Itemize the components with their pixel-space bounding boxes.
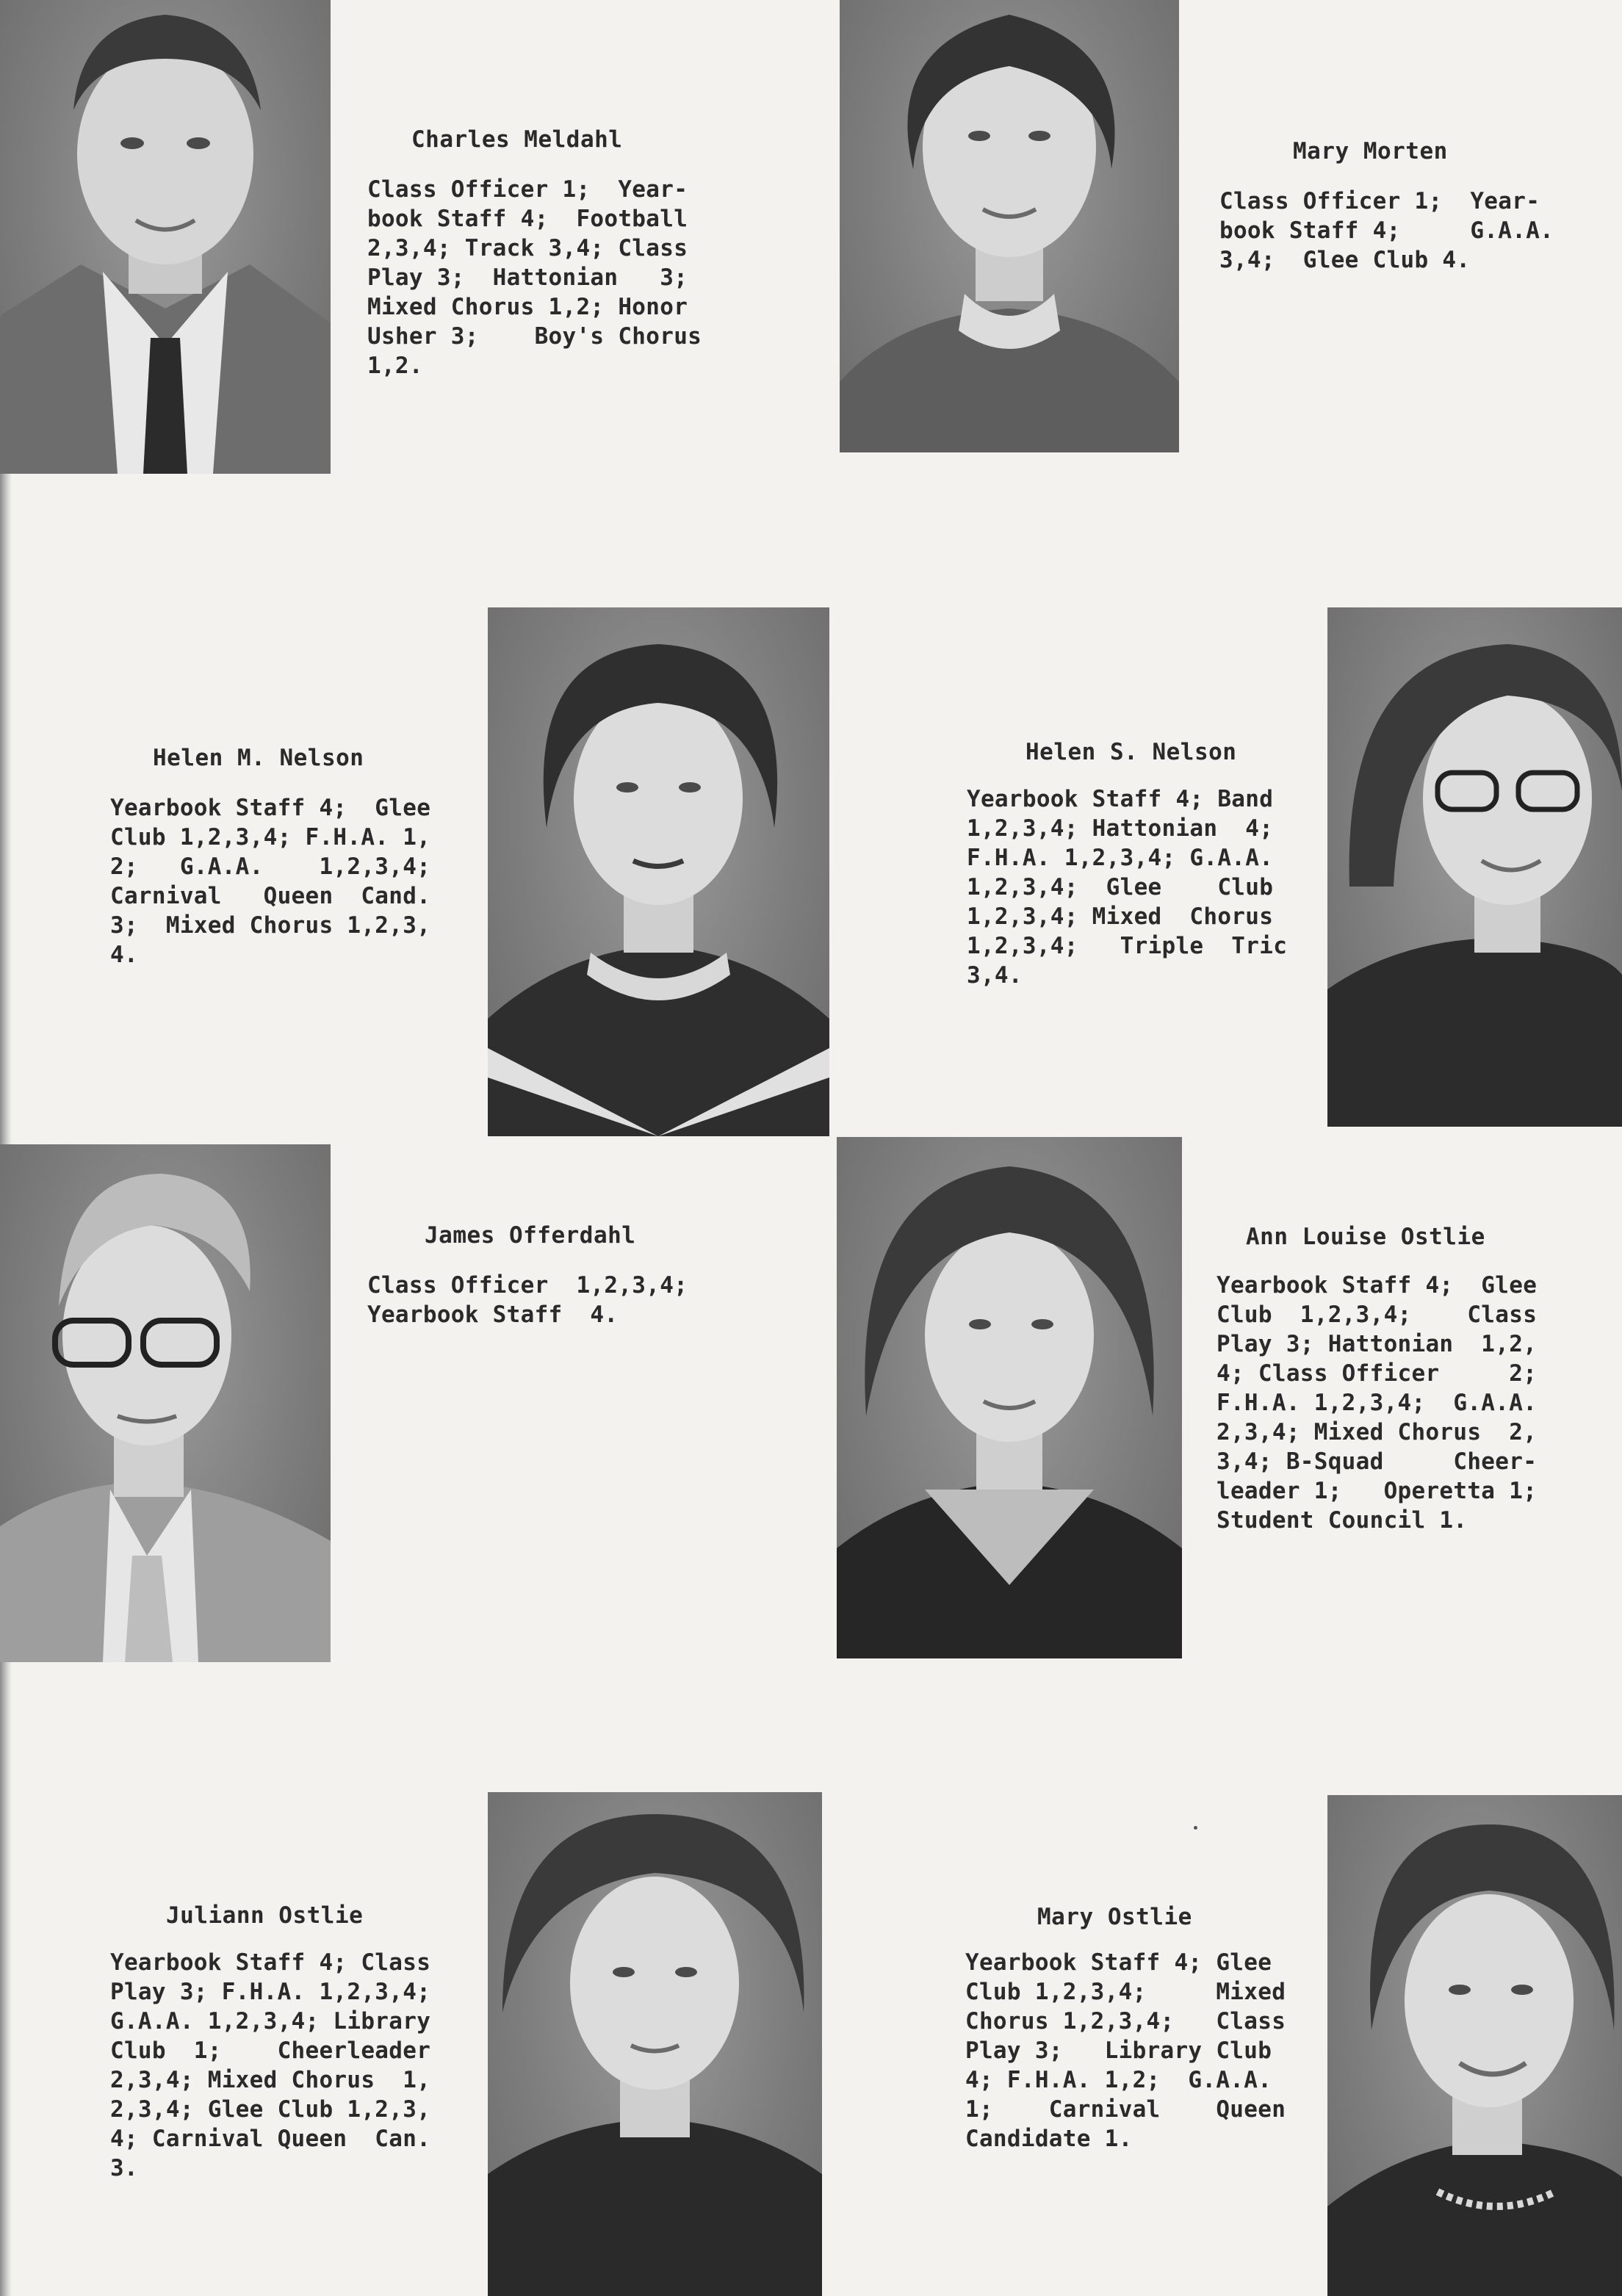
activity-line: Play 3; Library Club (965, 2037, 1272, 2064)
student-name: Mary Morten (1293, 138, 1448, 165)
student-activities (965, 1948, 1286, 2154)
activity-line: 4; Carnival Queen Can. (110, 2126, 431, 2152)
activity-line: book Staff 4; G.A.A. (1219, 217, 1554, 244)
activity-line: 4; Class Officer 2; (1216, 1360, 1538, 1387)
activity-line: Yearbook Staff 4; Class (110, 1949, 431, 1976)
activity-line: 3,4. (967, 962, 1023, 989)
student-name: Helen S. Nelson (1026, 739, 1237, 765)
portrait-charles-meldahl (0, 0, 331, 474)
student-name: James Offerdahl (425, 1222, 636, 1249)
activity-line: 1,2,3,4; Mixed Chorus (967, 903, 1274, 930)
activity-line: Yearbook Staff 4; Glee (110, 795, 431, 821)
activity-line: Yearbook Staff 4; Band (967, 786, 1274, 812)
activity-line: 1,2. (367, 353, 423, 379)
student-activities (110, 793, 430, 970)
student-name: Ann Louise Ostlie (1246, 1224, 1485, 1250)
activity-line: Mixed Chorus 1,2; Honor (367, 294, 688, 320)
student-name: Helen M. Nelson (153, 745, 364, 771)
portrait-juliann-ostlie (488, 1792, 822, 2296)
activity-line: 1,2,3,4; Hattonian 4; (967, 815, 1274, 842)
activity-line: Play 3; F.H.A. 1,2,3,4; (110, 1979, 431, 2005)
activity-line: Yearbook Staff 4; Glee (1216, 1272, 1538, 1299)
student-activities (967, 784, 1287, 990)
activity-line: 3. (110, 2155, 138, 2181)
activity-line: Class Officer 1,2,3,4; (367, 1272, 688, 1299)
activity-line: Play 3; Hattonian 3; (367, 264, 688, 291)
activity-line: 1,2,3,4; Triple Tric (967, 933, 1288, 959)
student-activities (367, 175, 702, 380)
activity-line: 3,4; B-Squad Cheer- (1216, 1448, 1538, 1475)
activity-line: 2,3,4; Track 3,4; Class (367, 235, 688, 261)
activity-line: book Staff 4; Football (367, 206, 688, 232)
activity-line: Club 1,2,3,4; F.H.A. 1, (110, 824, 431, 851)
activity-line: Play 3; Hattonian 1,2, (1216, 1331, 1538, 1357)
activity-line: F.H.A. 1,2,3,4; G.A.A. (967, 845, 1274, 871)
portrait-james-offerdahl (0, 1144, 331, 1662)
portrait-mary-ostlie (1327, 1795, 1622, 2296)
activity-line: Usher 3; Boy's Chorus (367, 323, 702, 350)
student-name: Mary Ostlie (1037, 1904, 1192, 1930)
activity-line: 4; F.H.A. 1,2; G.A.A. (965, 2067, 1272, 2093)
activity-line: 1,2,3,4; Glee Club (967, 874, 1274, 900)
activity-line: 3; Mixed Chorus 1,2,3, (110, 912, 431, 939)
activity-line: Student Council 1. (1216, 1507, 1468, 1534)
student-activities (110, 1948, 430, 2183)
student-activities (1216, 1271, 1537, 1535)
activity-line: Chorus 1,2,3,4; Class (965, 2008, 1286, 2035)
student-name: Charles Meldahl (411, 126, 623, 153)
student-activities (367, 1271, 688, 1329)
activity-line: 3,4; Glee Club 4. (1219, 247, 1471, 273)
activity-line: 2,3,4; Glee Club 1,2,3, (110, 2096, 431, 2123)
portrait-helen-m-nelson (488, 607, 829, 1136)
activity-line: 2; G.A.A. 1,2,3,4; (110, 853, 431, 880)
activity-line: G.A.A. 1,2,3,4; Library (110, 2008, 431, 2035)
portrait-mary-morten (840, 0, 1179, 452)
activity-line: 1; Carnival Queen (965, 2096, 1286, 2123)
print-speck (1194, 1826, 1197, 1830)
activity-line: Club 1,2,3,4; Mixed (965, 1979, 1286, 2005)
portrait-helen-s-nelson (1327, 607, 1622, 1127)
activity-line: Yearbook Staff 4. (367, 1302, 619, 1328)
activity-line: Yearbook Staff 4; Glee (965, 1949, 1272, 1976)
activity-line: 4. (110, 942, 138, 968)
activity-line: 2,3,4; Mixed Chorus 1, (110, 2067, 431, 2093)
activity-line: Carnival Queen Cand. (110, 883, 431, 909)
student-name: Juliann Ostlie (166, 1902, 364, 1929)
activity-line: Class Officer 1; Year- (1219, 188, 1540, 214)
activity-line: leader 1; Operetta 1; (1216, 1478, 1538, 1504)
activity-line: Class Officer 1; Year- (367, 176, 688, 203)
activity-line: Club 1,2,3,4; Class (1216, 1302, 1538, 1328)
activity-line: 2,3,4; Mixed Chorus 2, (1216, 1419, 1538, 1445)
activity-line: F.H.A. 1,2,3,4; G.A.A. (1216, 1390, 1538, 1416)
portrait-ann-louise-ostlie (837, 1137, 1182, 1658)
activity-line: Club 1; Cheerleader (110, 2037, 431, 2064)
activity-line: Candidate 1. (965, 2126, 1133, 2152)
student-activities (1219, 187, 1554, 275)
